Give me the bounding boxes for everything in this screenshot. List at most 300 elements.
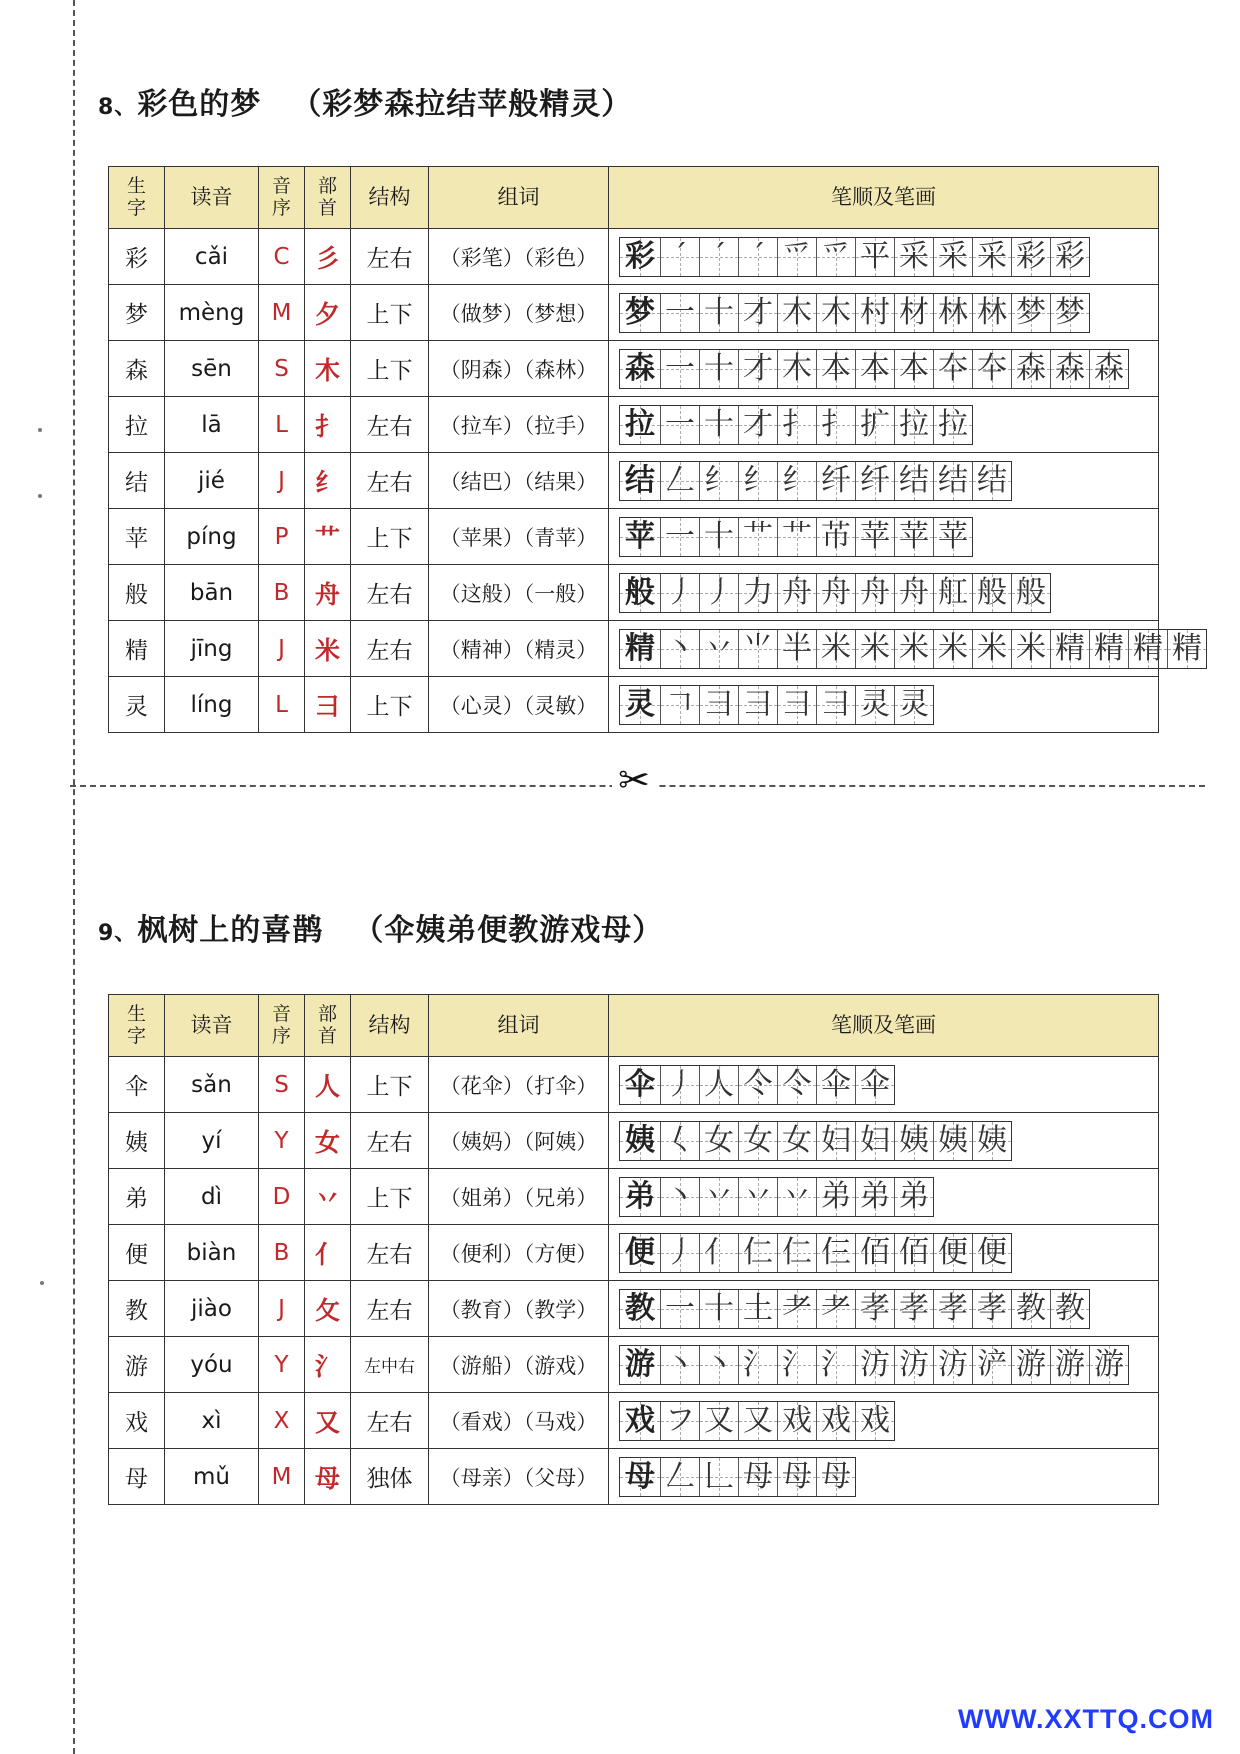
stroke-step	[777, 1346, 816, 1384]
cell-radical: 彐	[305, 677, 351, 733]
stroke-step	[816, 1178, 855, 1216]
stroke-step	[660, 294, 699, 332]
cell-radical: 木	[305, 341, 351, 397]
stroke-step	[1050, 1346, 1089, 1384]
stroke-step-text: 木	[782, 294, 812, 330]
stroke-step-text: 半	[782, 630, 812, 666]
stroke-step	[933, 294, 972, 332]
stroke-step	[777, 686, 816, 724]
cell-char: 拉	[109, 397, 165, 453]
stroke-grid-char	[620, 630, 660, 668]
stroke-step-text: 戏	[782, 1402, 812, 1438]
stroke-step-text: 母	[743, 1458, 773, 1494]
table-row	[109, 229, 1159, 285]
header-initial	[259, 167, 305, 229]
stroke-step	[660, 462, 699, 500]
stroke-grid-char	[620, 574, 660, 612]
stroke-step	[816, 238, 855, 276]
stroke-order-strip	[619, 461, 1012, 501]
cell-words: （彩笔）（彩色）	[429, 229, 609, 285]
cell-pinyin: líng	[165, 677, 259, 733]
stroke-step-text: ´	[750, 238, 766, 274]
cell-words: （苹果）（青苹）	[429, 509, 609, 565]
stroke-grid-char-text: 梦	[625, 294, 655, 330]
stroke-step-text: 汸	[938, 1346, 968, 1382]
cell-structure: 上下	[351, 1057, 429, 1113]
stroke-step	[1089, 630, 1128, 668]
stroke-step-text: 十	[704, 294, 734, 330]
stroke-step	[855, 1402, 894, 1440]
cell-stroke-order	[609, 341, 1159, 397]
stroke-step-text: 氵	[821, 1346, 851, 1382]
stroke-step	[972, 238, 1011, 276]
stroke-step-text: 教	[1016, 1290, 1046, 1326]
stroke-step-text: 又	[704, 1402, 734, 1438]
stroke-step	[699, 630, 738, 668]
stroke-step	[933, 1122, 972, 1160]
cell-structure: 左右	[351, 1393, 429, 1449]
header-initial	[259, 995, 305, 1057]
stroke-step-text: 舡	[938, 574, 968, 610]
stroke-step	[855, 1178, 894, 1216]
cell-stroke-order	[609, 1057, 1159, 1113]
cell-pinyin: mǔ	[165, 1449, 259, 1505]
stroke-step	[972, 462, 1011, 500]
stroke-step	[738, 1290, 777, 1328]
stroke-step	[699, 518, 738, 556]
stroke-step-text: 弟	[860, 1178, 890, 1214]
cell-stroke-order	[609, 1393, 1159, 1449]
header-structure: 结构	[351, 167, 429, 229]
stroke-step	[738, 518, 777, 556]
stroke-step-text: フ	[665, 1402, 695, 1438]
header-radical	[305, 995, 351, 1057]
cell-char: 般	[109, 565, 165, 621]
stroke-grid-char	[620, 238, 660, 276]
table-row	[109, 453, 1159, 509]
stroke-step	[699, 1458, 738, 1496]
stroke-step-text: 本	[860, 350, 890, 386]
header-radical-text: 部首	[318, 174, 338, 219]
stroke-grid-char	[620, 294, 660, 332]
stroke-step-text: 教	[1055, 1290, 1085, 1326]
stroke-step	[699, 462, 738, 500]
stroke-step-text: 米	[899, 630, 929, 666]
cell-initial: J	[259, 453, 305, 509]
cell-words: （姨妈）（阿姨）	[429, 1113, 609, 1169]
stroke-step	[660, 406, 699, 444]
stroke-step	[660, 518, 699, 556]
cell-initial: S	[259, 1057, 305, 1113]
cell-stroke-order	[609, 397, 1159, 453]
cell-stroke-order	[609, 1225, 1159, 1281]
stroke-step	[699, 238, 738, 276]
stroke-order-strip	[619, 1177, 934, 1217]
cell-char: 游	[109, 1337, 165, 1393]
stroke-step-text: 又	[743, 1402, 773, 1438]
cell-structure: 上下	[351, 509, 429, 565]
stroke-step-text: 丷	[743, 1178, 773, 1214]
stroke-grid-char	[620, 350, 660, 388]
stroke-step-text: 苹	[899, 518, 929, 554]
stroke-order-strip	[619, 1065, 895, 1105]
stroke-step	[699, 406, 738, 444]
stroke-step	[816, 630, 855, 668]
stroke-step-text: 爫	[782, 238, 812, 274]
stroke-grid-char-text: 苹	[625, 518, 655, 554]
cell-structure: 上下	[351, 285, 429, 341]
stroke-step	[777, 1122, 816, 1160]
stroke-step	[972, 350, 1011, 388]
cell-radical: 氵	[305, 1337, 351, 1393]
stroke-order-strip	[619, 685, 934, 725]
stroke-grid-char-text: 般	[625, 574, 655, 610]
stroke-step-text: 夲	[977, 350, 1007, 386]
stroke-step-text: 木	[821, 294, 851, 330]
stroke-step-text: 拉	[938, 406, 968, 442]
stroke-step	[816, 350, 855, 388]
header-radical-text: 部首	[318, 1002, 338, 1047]
cell-char: 戏	[109, 1393, 165, 1449]
stroke-step-text: 游	[1055, 1346, 1085, 1382]
stroke-step-text: 精	[1055, 630, 1085, 666]
stroke-step-text: 精	[1094, 630, 1124, 666]
stroke-order-strip	[619, 237, 1090, 277]
stroke-step-text: 妇	[860, 1122, 890, 1158]
stroke-step-text: 米	[860, 630, 890, 666]
stroke-step	[1011, 574, 1050, 612]
stroke-grid-char-text: 弟	[625, 1178, 655, 1214]
stroke-step-text: 女	[743, 1122, 773, 1158]
stroke-step-text: 森	[1016, 350, 1046, 386]
table-row	[109, 341, 1159, 397]
stroke-step	[738, 406, 777, 444]
stroke-step-text: 仨	[821, 1234, 851, 1270]
stroke-step	[777, 1234, 816, 1272]
table-row	[109, 1281, 1159, 1337]
stroke-step-text: 𠃊	[704, 1458, 734, 1494]
cell-initial: D	[259, 1169, 305, 1225]
stroke-grid-char-text: 灵	[625, 686, 655, 722]
cell-pinyin: biàn	[165, 1225, 259, 1281]
stroke-step-text: 母	[782, 1458, 812, 1494]
cell-words: （便利）（方便）	[429, 1225, 609, 1281]
table-body	[109, 1057, 1159, 1505]
cell-initial: Y	[259, 1337, 305, 1393]
stroke-grid-char-text: 拉	[625, 406, 655, 442]
stroke-grid-char	[620, 1346, 660, 1384]
stroke-step-text: 仒	[743, 1066, 773, 1102]
cell-pinyin: bān	[165, 565, 259, 621]
cell-initial: J	[259, 1281, 305, 1337]
stroke-step	[660, 238, 699, 276]
stroke-step-text: 十	[704, 518, 734, 554]
stroke-step	[699, 1178, 738, 1216]
stroke-step-text: 精	[1133, 630, 1163, 666]
stroke-step-text: 精	[1172, 630, 1202, 666]
stroke-step-text: 梦	[1016, 294, 1046, 330]
stroke-step-text: 般	[1016, 574, 1046, 610]
cell-pinyin: píng	[165, 509, 259, 565]
stroke-step	[1011, 630, 1050, 668]
cell-words: （母亲）（父母）	[429, 1449, 609, 1505]
cell-initial: L	[259, 677, 305, 733]
header-char	[109, 167, 165, 229]
stroke-step-text: 纤	[860, 462, 890, 498]
stroke-step-text: 伞	[860, 1066, 890, 1102]
cell-structure: 左右	[351, 453, 429, 509]
stroke-step-text: 佰	[899, 1234, 929, 1270]
stroke-step	[816, 1346, 855, 1384]
stroke-step	[894, 1346, 933, 1384]
stroke-step	[933, 1234, 972, 1272]
stroke-step-text: 孝	[860, 1290, 890, 1326]
character-table	[108, 994, 1159, 1505]
stroke-step-text: 浐	[977, 1346, 1007, 1382]
stroke-step	[972, 574, 1011, 612]
stroke-step-text: 丷	[704, 630, 734, 666]
cell-char: 精	[109, 621, 165, 677]
stroke-step-text: 采	[977, 238, 1007, 274]
stroke-step	[699, 350, 738, 388]
stroke-step-text: 游	[1016, 1346, 1046, 1382]
stroke-step-text: 丿	[704, 574, 734, 610]
cell-pinyin: xì	[165, 1393, 259, 1449]
stroke-order-strip	[619, 293, 1090, 333]
cell-words: （这般）（一般）	[429, 565, 609, 621]
stroke-step-text: 森	[1094, 350, 1124, 386]
stroke-grid-char-text: 便	[625, 1234, 655, 1270]
cell-words: （游船）（游戏）	[429, 1337, 609, 1393]
stroke-step-text: 舟	[782, 574, 812, 610]
cell-pinyin: sǎn	[165, 1057, 259, 1113]
stroke-step-text: 戏	[821, 1402, 851, 1438]
cell-stroke-order	[609, 677, 1159, 733]
stroke-grid-char-text: 森	[625, 350, 655, 386]
stroke-step	[816, 1066, 855, 1104]
cell-initial: Y	[259, 1113, 305, 1169]
cell-initial: S	[259, 341, 305, 397]
stroke-step	[1011, 294, 1050, 332]
stroke-step-text: 平	[860, 238, 890, 274]
stroke-step-text: 拉	[899, 406, 929, 442]
stroke-step-text: 汸	[860, 1346, 890, 1382]
stroke-step	[738, 686, 777, 724]
stroke-step-text: 戏	[860, 1402, 890, 1438]
stroke-step	[699, 1122, 738, 1160]
stroke-grid-char	[620, 1066, 660, 1104]
table-row	[109, 509, 1159, 565]
cell-initial: J	[259, 621, 305, 677]
stroke-step-text: 一	[665, 294, 695, 330]
stroke-grid-char	[620, 686, 660, 724]
stroke-order-strip	[619, 349, 1129, 389]
stroke-step	[777, 1402, 816, 1440]
stroke-step	[816, 1234, 855, 1272]
cell-structure: 上下	[351, 341, 429, 397]
stroke-step-text: 彩	[1055, 238, 1085, 274]
stroke-step	[699, 574, 738, 612]
stroke-grid-char	[620, 518, 660, 556]
cell-words: （看戏）（马戏）	[429, 1393, 609, 1449]
stroke-grid-char-text: 教	[625, 1290, 655, 1326]
stroke-step-text: 耂	[782, 1290, 812, 1326]
stroke-step	[894, 1290, 933, 1328]
stroke-step-text: 弟	[821, 1178, 851, 1214]
stroke-step	[699, 1346, 738, 1384]
stroke-step-text: 村	[860, 294, 890, 330]
header-initial-text: 音序	[272, 1002, 292, 1047]
stroke-step	[933, 1290, 972, 1328]
stroke-order-strip	[619, 1457, 856, 1497]
stroke-step-text: 氵	[782, 1346, 812, 1382]
stroke-step-text: 丿	[665, 574, 695, 610]
cell-words: （姐弟）（兄弟）	[429, 1169, 609, 1225]
stroke-step	[894, 238, 933, 276]
stroke-step	[660, 350, 699, 388]
stroke-step	[660, 574, 699, 612]
cell-structure: 左右	[351, 397, 429, 453]
stroke-step	[816, 1122, 855, 1160]
stroke-grid-char	[620, 406, 660, 444]
cell-radical: 女	[305, 1113, 351, 1169]
stroke-step-text: 舟	[899, 574, 929, 610]
lesson-8	[98, 82, 1202, 733]
stroke-step	[1011, 350, 1050, 388]
stroke-step	[816, 518, 855, 556]
stroke-step	[816, 406, 855, 444]
table-row	[109, 1337, 1159, 1393]
stroke-step	[699, 1234, 738, 1272]
stroke-step-text: 木	[782, 350, 812, 386]
cell-char: 伞	[109, 1057, 165, 1113]
stroke-step-text: 伞	[821, 1066, 851, 1102]
stroke-step	[699, 1402, 738, 1440]
stroke-step-text: 姨	[938, 1122, 968, 1158]
cell-radical: 纟	[305, 453, 351, 509]
stroke-step-text: 游	[1094, 1346, 1124, 1382]
table-header-row	[109, 167, 1159, 229]
stroke-step-text: 一	[665, 350, 695, 386]
stroke-order-strip	[619, 1401, 895, 1441]
cell-initial: M	[259, 1449, 305, 1505]
stroke-step-text: 汸	[899, 1346, 929, 1382]
stroke-step	[1050, 630, 1089, 668]
stroke-step-text: 采	[899, 238, 929, 274]
stroke-step-text: 扌	[782, 406, 812, 442]
table-row	[109, 1113, 1159, 1169]
stroke-step	[1128, 630, 1167, 668]
cell-initial: B	[259, 565, 305, 621]
stroke-step-text: 芇	[821, 518, 851, 554]
stroke-step	[777, 630, 816, 668]
stroke-step	[738, 1066, 777, 1104]
stroke-step	[777, 574, 816, 612]
cell-structure: 左右	[351, 621, 429, 677]
cell-stroke-order	[609, 1281, 1159, 1337]
stroke-step	[894, 686, 933, 724]
header-words: 组词	[429, 995, 609, 1057]
table-row	[109, 1169, 1159, 1225]
stroke-step	[894, 462, 933, 500]
stroke-step	[933, 406, 972, 444]
stroke-step	[855, 1066, 894, 1104]
stroke-step	[660, 1290, 699, 1328]
cell-char: 结	[109, 453, 165, 509]
stroke-order-strip	[619, 1289, 1090, 1329]
cell-initial: X	[259, 1393, 305, 1449]
cell-radical: 又	[305, 1393, 351, 1449]
stroke-step-text: 扌	[821, 406, 851, 442]
stroke-step	[1011, 1290, 1050, 1328]
stroke-step-text: 林	[938, 294, 968, 330]
stroke-grid-char-text: 结	[625, 462, 655, 498]
stroke-step	[699, 1290, 738, 1328]
stroke-step-text: 仁	[782, 1234, 812, 1270]
stroke-step-text: 孝	[899, 1290, 929, 1326]
stroke-step	[660, 1402, 699, 1440]
lesson-number: 8、	[98, 95, 138, 120]
cell-radical: 舟	[305, 565, 351, 621]
cell-initial: M	[259, 285, 305, 341]
stroke-step	[972, 1290, 1011, 1328]
stroke-step-text: 弟	[899, 1178, 929, 1214]
header-radical	[305, 167, 351, 229]
stroke-step-text: 姨	[977, 1122, 1007, 1158]
stroke-step-text: 艹	[782, 518, 812, 554]
cell-radical: 亻	[305, 1225, 351, 1281]
stroke-step	[816, 574, 855, 612]
stroke-step-text: 𡿨	[665, 1122, 695, 1158]
stroke-step	[894, 350, 933, 388]
stroke-step	[894, 1234, 933, 1272]
cell-radical: 母	[305, 1449, 351, 1505]
cell-initial: B	[259, 1225, 305, 1281]
stroke-step	[894, 518, 933, 556]
stroke-step	[1050, 294, 1089, 332]
table-row	[109, 565, 1159, 621]
stroke-step	[660, 1458, 699, 1496]
header-pinyin: 读音	[165, 995, 259, 1057]
stroke-step	[816, 294, 855, 332]
stroke-step-text: 舟	[821, 574, 851, 610]
cell-radical: 彡	[305, 229, 351, 285]
table-row	[109, 285, 1159, 341]
stroke-step-text: 丶	[704, 1346, 734, 1382]
stroke-grid-char	[620, 1178, 660, 1216]
stroke-step	[972, 1122, 1011, 1160]
stroke-step	[972, 630, 1011, 668]
stroke-step-text: 丷	[704, 1178, 734, 1214]
stroke-step	[855, 294, 894, 332]
cell-structure: 独体	[351, 1449, 429, 1505]
cell-words: （做梦）（梦想）	[429, 285, 609, 341]
stroke-step-text: 彐	[743, 686, 773, 722]
stroke-grid-char-text: 彩	[625, 238, 655, 274]
stroke-step	[738, 1402, 777, 1440]
stroke-step-text: 才	[743, 294, 773, 330]
cell-initial: L	[259, 397, 305, 453]
stroke-step	[738, 574, 777, 612]
cell-char: 姨	[109, 1113, 165, 1169]
cell-pinyin: yí	[165, 1113, 259, 1169]
stroke-step	[777, 1066, 816, 1104]
stroke-step	[816, 1458, 855, 1496]
stroke-step-text: 力	[743, 574, 773, 610]
stroke-step-text: 一	[665, 1290, 695, 1326]
stroke-step-text: 灵	[860, 686, 890, 722]
stroke-step-text: 妇	[821, 1122, 851, 1158]
